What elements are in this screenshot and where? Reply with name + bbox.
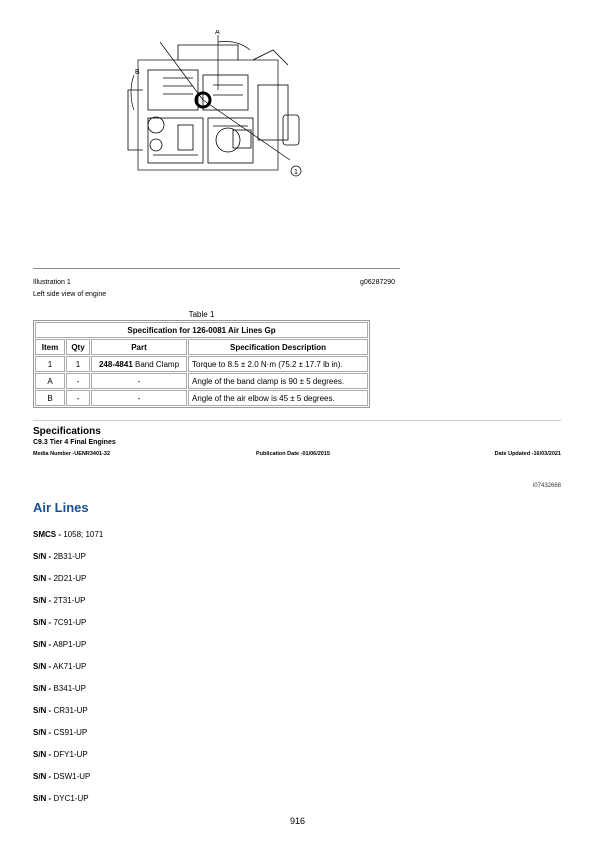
table-row bbox=[35, 356, 368, 372]
serial-line bbox=[33, 552, 86, 561]
callout-a: A bbox=[215, 30, 220, 36]
sn-label: S/N - bbox=[33, 728, 52, 737]
sn-label: S/N - bbox=[33, 750, 52, 759]
serial-value: DSW1-UP bbox=[53, 772, 91, 781]
serial-line bbox=[33, 640, 86, 649]
table-row bbox=[35, 390, 368, 406]
sn-label: S/N - bbox=[33, 640, 52, 649]
smcs-line bbox=[33, 530, 103, 539]
cell-qty: - bbox=[66, 390, 90, 406]
callout-b: B bbox=[135, 69, 140, 76]
table-label: Table 1 bbox=[188, 310, 215, 319]
serial-line bbox=[33, 662, 86, 671]
media-number: Media Number -UENR3401-32 bbox=[33, 451, 111, 457]
cell-part: - bbox=[91, 373, 187, 389]
serial-value: CR31-UP bbox=[53, 706, 88, 715]
sn-label: S/N - bbox=[33, 552, 52, 561]
serial-value: 2D21-UP bbox=[53, 574, 87, 583]
sn-label: S/N - bbox=[33, 794, 52, 803]
serial-line bbox=[33, 596, 85, 605]
cell-qty: - bbox=[66, 373, 90, 389]
section-title: Specifications bbox=[33, 426, 101, 437]
serial-value: CS91-UP bbox=[53, 728, 88, 737]
serial-value: DFY1-UP bbox=[53, 750, 88, 759]
document-id: i07432668 bbox=[532, 483, 561, 489]
page-title: Air Lines bbox=[33, 500, 89, 515]
illustration-description: Left side view of engine bbox=[33, 291, 107, 298]
part-name: Band Clamp bbox=[132, 359, 180, 369]
illustration-id: g06287290 bbox=[360, 279, 396, 286]
serial-value: AK71-UP bbox=[53, 662, 87, 671]
cell-item: B bbox=[35, 390, 65, 406]
serial-value: B341-UP bbox=[53, 684, 86, 693]
cell-description: Torque to 8.5 ± 2.0 N·m (75.2 ± 17.7 lb in). bbox=[188, 356, 368, 372]
callout-1: 1 bbox=[294, 169, 298, 176]
serial-line bbox=[33, 574, 86, 583]
table-title: Specification for 126-0081 Air Lines Gp bbox=[35, 322, 368, 338]
smcs-label: SMCS - bbox=[33, 530, 61, 539]
section-rule bbox=[33, 420, 561, 421]
serial-line bbox=[33, 728, 87, 737]
cell-part: - bbox=[91, 390, 187, 406]
publication-date: Publication Date -01/06/2015 bbox=[256, 451, 330, 457]
specification-table bbox=[33, 320, 370, 408]
sn-label: S/N - bbox=[33, 596, 52, 605]
cell-description: Angle of the band clamp is 90 ± 5 degrees. bbox=[188, 373, 368, 389]
sn-label: S/N - bbox=[33, 662, 52, 671]
cell-qty: 1 bbox=[66, 356, 90, 372]
engine-subtitle: C9.3 Tier 4 Final Engines bbox=[33, 439, 116, 446]
serial-value: 2B31-UP bbox=[53, 552, 86, 561]
serial-line bbox=[33, 618, 86, 627]
cell-item: A bbox=[35, 373, 65, 389]
serial-line bbox=[33, 706, 88, 715]
serial-line bbox=[33, 750, 88, 759]
serial-value: 2T31-UP bbox=[53, 596, 86, 605]
serial-value: A8P1-UP bbox=[53, 640, 87, 649]
header-part: Part bbox=[91, 339, 187, 355]
sn-label: S/N - bbox=[33, 772, 52, 781]
page-number: 916 bbox=[289, 816, 306, 826]
sn-label: S/N - bbox=[33, 618, 52, 627]
cell-item: 1 bbox=[35, 356, 65, 372]
part-number: 248-4841 bbox=[98, 359, 133, 369]
engine-illustration bbox=[118, 30, 318, 210]
date-updated: Date Updated -16/03/2021 bbox=[494, 451, 561, 457]
serial-line bbox=[33, 684, 86, 693]
table-row bbox=[35, 373, 368, 389]
header-qty: Qty bbox=[66, 339, 90, 355]
cell-description: Angle of the air elbow is 45 ± 5 degrees. bbox=[188, 390, 368, 406]
cell-part bbox=[91, 356, 187, 372]
sn-label: S/N - bbox=[33, 706, 52, 715]
serial-line bbox=[33, 772, 90, 781]
header-description: Specification Description bbox=[188, 339, 368, 355]
figure-rule bbox=[33, 268, 400, 269]
header-item: Item bbox=[35, 339, 65, 355]
smcs-value: 1058; 1071 bbox=[61, 530, 104, 539]
sn-label: S/N - bbox=[33, 684, 52, 693]
serial-line bbox=[33, 794, 89, 803]
serial-value: 7C91-UP bbox=[53, 618, 87, 627]
sn-label: S/N - bbox=[33, 574, 52, 583]
illustration-label: Illustration 1 bbox=[33, 279, 71, 286]
serial-value: DYC1-UP bbox=[53, 794, 89, 803]
